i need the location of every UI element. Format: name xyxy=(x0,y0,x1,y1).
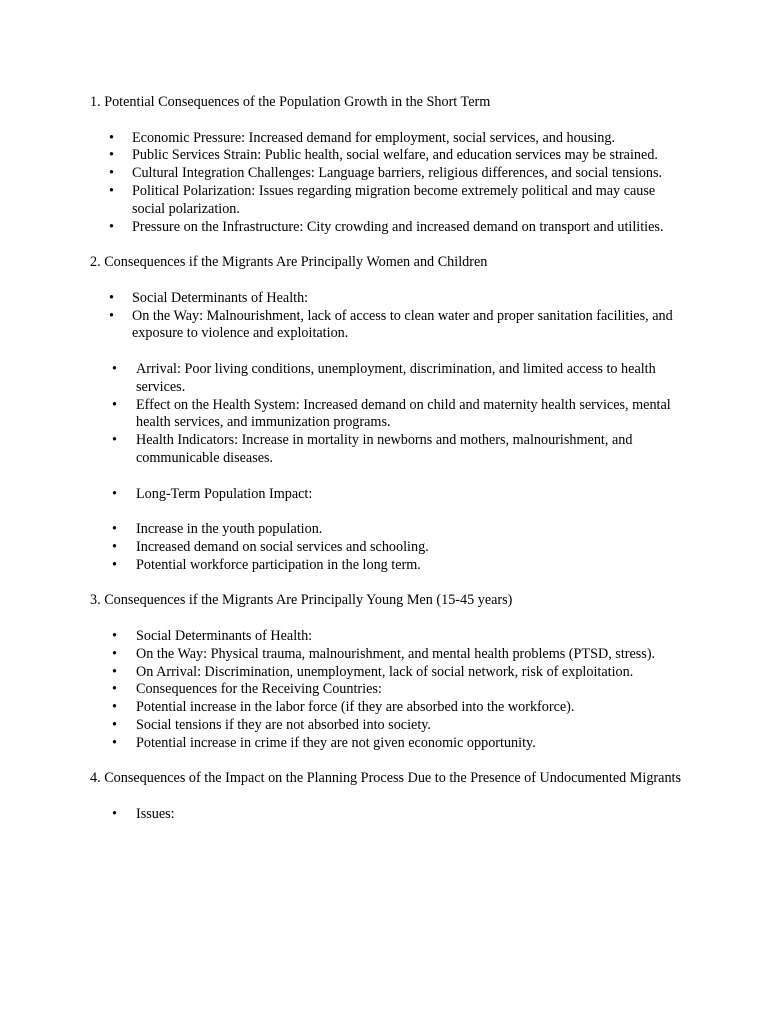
bullet-icon: • xyxy=(109,218,114,235)
list-item: • Public Services Strain: Public health, social welfare, and education services may be strained. xyxy=(109,147,658,164)
bullet-icon: • xyxy=(109,307,114,324)
list-item: • Long-Term Population Impact: xyxy=(112,485,313,502)
list-item: • On the Way: Physical trauma, malnourishment, and mental health problems (PTSD, stress). xyxy=(112,645,656,662)
list-item: • Social tensions if they are not absorbed into society. xyxy=(112,716,431,733)
list-item: • Increase in the youth population. xyxy=(112,521,323,538)
list-item: • On the Way: Malnourishment, lack of access to clean water and proper sanitation facilities, and exposure to violence and exploitation. xyxy=(109,307,673,342)
list-item: • Political Polarization: Issues regarding migration become extremely political and may cause social polarization. xyxy=(109,182,656,217)
bullet-icon: • xyxy=(112,556,117,573)
section-2-list-d xyxy=(90,521,690,574)
list-item: • On Arrival: Discrimination, unemployment, lack of social network, risk of exploitation. xyxy=(112,663,634,680)
list-item: • Social Determinants of Health: xyxy=(109,289,309,306)
list-item: • Issues: xyxy=(112,805,175,822)
section-2-list-c xyxy=(90,486,690,504)
bullet-icon: • xyxy=(112,716,117,733)
bullet-icon: • xyxy=(112,805,117,822)
section-2-list-a xyxy=(90,290,690,343)
bullet-icon: • xyxy=(112,521,117,538)
bullet-icon: • xyxy=(112,681,117,698)
list-item: • Arrival: Poor living conditions, unemployment, discrimination, and limited access to health services. xyxy=(112,360,656,395)
section-3-list xyxy=(90,628,690,753)
bullet-icon: • xyxy=(112,538,117,555)
bullet-icon: • xyxy=(112,699,117,716)
section-4-list xyxy=(90,806,690,824)
list-item: • Social Determinants of Health: xyxy=(112,627,313,644)
document-page xyxy=(90,94,690,824)
bullet-icon: • xyxy=(109,165,114,182)
list-item: • Increased demand on social services and schooling. xyxy=(112,538,429,555)
list-item: • Cultural Integration Challenges: Language barriers, religious differences, and social tensions. xyxy=(109,165,663,182)
bullet-icon: • xyxy=(112,360,117,377)
bullet-icon: • xyxy=(109,289,114,306)
section-3-heading: 3. Consequences if the Migrants Are Principally Young Men (15-45 years) xyxy=(90,592,513,609)
list-item: • Consequences for the Receiving Countries: xyxy=(112,681,382,698)
section-2-heading: 2. Consequences if the Migrants Are Principally Women and Children xyxy=(90,254,488,271)
bullet-icon: • xyxy=(112,663,117,680)
list-item: • Potential increase in crime if they are not given economic opportunity. xyxy=(112,734,536,751)
bullet-icon: • xyxy=(112,396,117,413)
section-1-heading: 1. Potential Consequences of the Population Growth in the Short Term xyxy=(90,94,491,110)
bullet-icon: • xyxy=(109,147,114,164)
bullet-icon: • xyxy=(112,734,117,751)
list-item: • Pressure on the Infrastructure: City crowding and increased demand on transport and utilities. xyxy=(109,218,664,235)
section-2-list-b xyxy=(90,361,690,468)
bullet-icon: • xyxy=(112,485,117,502)
list-item: • Potential workforce participation in the long term. xyxy=(112,556,421,573)
bullet-icon: • xyxy=(112,627,117,644)
section-1-list xyxy=(90,130,690,237)
list-item: • Economic Pressure: Increased demand for employment, social services, and housing. xyxy=(109,129,616,146)
bullet-icon: • xyxy=(112,645,117,662)
bullet-icon: • xyxy=(109,182,114,199)
list-item: • Health Indicators: Increase in mortality in newborns and mothers, malnourishment, and communicable diseases. xyxy=(112,432,633,466)
section-4-heading: 4. Consequences of the Impact on the Planning Process Due to the Presence of Undocumented Migrants xyxy=(90,770,682,787)
bullet-icon: • xyxy=(112,432,117,449)
list-item: • Effect on the Health System: Increased demand on child and maternity health services, mental health services, and immunization programs. xyxy=(112,396,671,431)
list-item: • Potential increase in the labor force (if they are absorbed into the workforce). xyxy=(112,699,575,716)
bullet-icon: • xyxy=(109,129,114,146)
